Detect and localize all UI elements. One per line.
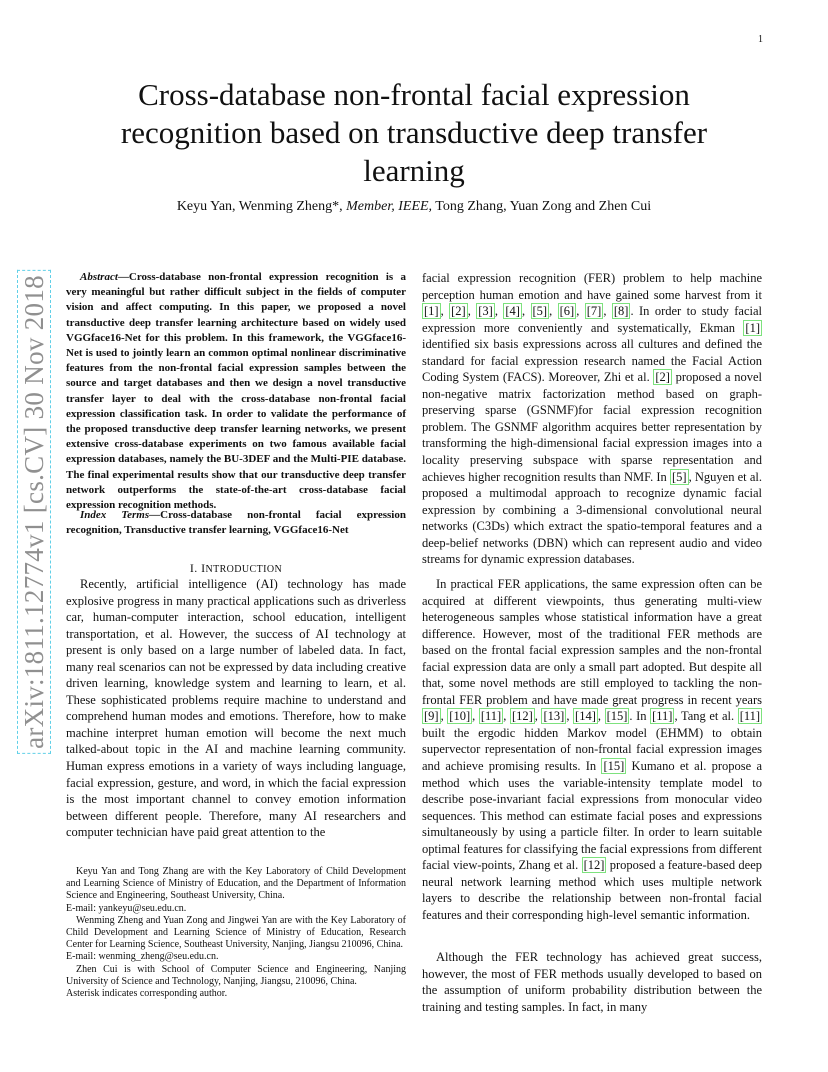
text-run: built the ergodic hidden Markov model (EHMM) to obtain supervector representation of non-frontal facial expression images and achieve promising results. In [422,725,762,774]
citation-link[interactable]: [13] [543,709,565,724]
footnotes [66,866,406,1000]
footnote-email-1: E-mail: yankeyu@seu.edu.cn. [66,902,187,914]
text-run: , [440,709,448,724]
citation-link[interactable]: [11] [480,709,502,724]
text-run: , [549,304,558,319]
citation-link[interactable]: [11] [652,709,673,724]
paragraph-text [422,576,762,923]
arxiv-stamp[interactable] [14,252,54,772]
abstract-text: —Cross-database non-frontal expression recognition is a very meaningful but rather difficult subject in the fields of computer vision and affect computing. In this paper, we proposed a novel transductive deep transfer learning architecture based on widely used VGGface16-Net for this problem. In this framework, the VGGface16-Net is used to jointly learn an common optimal nonlinear discriminative features from the non-frontal facial expression samples between the source and target databases and then we design a novel transductive transfer layer to deal with the cross-database non-frontal facial expression classification task. In order to validate the performance of the proposed transductive deep transfer learning networks, we present extensive cross-database experiments on two famous available facial expression databases, namely the BU-3DEF and the Multi-PIE database. The final experimental results show that our transductive deep transfer network outperforms the state-of-the-art cross-database facial expression recognition methods. [66,271,406,512]
section-first-letter: I [201,561,206,575]
citation-link[interactable]: [15] [603,759,625,774]
citation-link[interactable]: [12] [511,709,533,724]
author-member: Member, IEEE, [346,199,433,214]
citation-link[interactable]: [11] [739,709,761,724]
text-run: proposed a feature-based deep neural network learning method which uses multiple network layers to describe the relationship between non-frontal facial features and their corresponding high-level semantic information. [422,858,763,922]
footnote-affiliation-2: Wenming Zheng and Yuan Zong and Jingwei Yan are with the Key Laboratory of Child Development and Learning Science of Ministry of Education, Research Center for Learning Science, Southeast University, Nanjing, Jiangsu 210096, China. [66,914,406,951]
footnote-email-2: E-mail: wenming_zheng@seu.edu.cn. [66,951,219,963]
text-run: facial expression recognition (FER) problem to help machine perception human emotion and have gained some harvest from it [422,271,762,302]
citation-link[interactable]: [1] [424,304,439,319]
index-terms-label: Index Terms [80,509,150,521]
text-run: , [597,709,605,724]
citation-link[interactable]: [5] [532,304,548,319]
text-run: , [494,304,504,319]
citation-link[interactable]: [3] [478,304,493,319]
page-number: 1 [758,34,763,45]
paper-title: Cross-database non-frontal facial expression recognition based on transductive deep transfer learning [120,77,708,188]
text-run: , [467,304,477,319]
citation-link[interactable]: [10] [449,709,471,724]
paragraph-text [422,270,762,568]
footnote-corresponding: Asterisk indicates corresponding author. [66,988,228,1000]
text-run: , [576,304,585,319]
section-rest: NTRODUCTION [205,564,283,575]
text-run: proposed a novel non-negative matrix factorization method based on graph-preserving sparse (GSNMF)for facial expression recognition problem. The GSNMF algorithm acquires better representation by transforming the high-dimensional facial expression images into a locality preserving subspace with sparse representation and achieves higher recognition results than NMF. In [422,370,762,484]
citation-link[interactable]: [7] [586,304,602,319]
text-run: In practical FER applications, the same expression often can be acquired at different viewpoints, thus generating multi-view heterogeneous samples whose statistical information have a great difference. However, most of the traditional FER methods are based on the frontal facial expression samples and the non-frontal facial expression data are only a small part adopted. But despite all that, some novel methods are still employed to tackling the non-frontal FER problem and have made great progress in recent years [422,577,762,707]
citation-link[interactable]: [2] [655,370,670,385]
text-run: identified six basis expressions across all cultures and defined the standard for facial expression research named the Facial Action Coding System (FACS). Moreover, Zhi et al. [422,337,762,385]
citation-link[interactable]: [5] [671,469,687,484]
text-run: , Tang et al. [674,709,738,724]
text-run: , [566,709,574,724]
text-run: Kumano et al. propose a method which uses the variable-intensity template model to describe pose-invariant facial expressions from monocular video sequences. This method can estimate facial poses and expressions simultaneously by using a particle filter. In order to learn suitable optimal features for classifying the facial expressions from different facial view-points, Zhang et al. [422,759,762,873]
paragraph-text: Although the FER technology has achieved great success, however, the most of FER methods usually developed to based on the assumption of uniform probability distribution between the training and testing samples. In fact, in many [422,950,762,1014]
arxiv-stamp-text[interactable]: arXiv:1811.12774v1 [cs.CV] 30 Nov 2018 [17,270,51,754]
citation-link[interactable]: [9] [424,709,439,724]
right-paragraph-1 [422,270,762,568]
intro-paragraph [66,576,406,841]
section-number: I. [189,561,202,575]
footnote-affiliation-3: Zhen Cui is with School of Computer Science and Engineering, Nanjing University of Science and Technology, Nanjing, Jiangsu, 210096, China. [66,963,406,987]
abstract [66,270,406,513]
right-paragraph-3 [422,949,762,1015]
text-run: , [503,709,510,724]
text-run: , [603,304,612,319]
author-names-a: Keyu Yan, Wenming Zheng*, [176,199,347,214]
citation-link[interactable]: [14] [575,709,596,724]
text-run: , [472,709,479,724]
footnote-affiliation-1: Keyu Yan and Tong Zhang are with the Key Laboratory of Child Development and Learning Science of Ministry of Education, and the Department of Information Science and Engineering, Southeast University, China. [66,866,406,902]
citation-link[interactable]: [15] [606,709,628,724]
citation-link[interactable]: [4] [505,304,520,319]
text-run: , [440,304,450,319]
section-heading [66,561,406,576]
author-names-b: Tong Zhang, Yuan Zong and Zhen Cui [432,199,652,214]
citation-link[interactable]: [6] [559,304,575,319]
text-run: , [521,304,531,319]
text-run: . In order to study facial expression more conveniently and systematically, Ekman [422,304,763,335]
text-run: . In [629,709,651,724]
citation-link[interactable]: [1] [745,320,760,335]
intro-paragraph-text: Recently, artificial intelligence (AI) technology has made explosive progress in many practical applications such as driverless car, human-computer interaction, school education, intelligent transportation, et al. However, the success of AI technology at present is only based on a large number of labeled data. In fact, many real scenarios can not be expressed by data including creative driven learning, knowledge system and learning to learn, et al. These sophisticated problems require machine to understand and comprehend human modes and emotions. Therefore, how to make machine interpret human emotion will become the next much talked-about topic in the AI and machine learning community. Human express emotions in a variety of ways including language, facial expression, gesture, and word, in which the facial expression is the most important channel to convey emotion information between different people. Therefore, many AI researchers and computer technician have paid great attention to the [66,577,406,840]
text-run: , [534,709,542,724]
abstract-label: Abstract [80,271,118,283]
index-terms-text: —Cross-database non-frontal facial expression recognition, Transductive transfer learning, VGGface16-Net [66,509,406,537]
right-paragraph-2 [422,576,762,923]
citation-link[interactable]: [8] [613,304,629,319]
citation-link[interactable]: [12] [583,858,605,873]
index-terms [66,508,406,538]
author-line [60,199,768,215]
citation-link[interactable]: [2] [451,304,466,319]
text-run: , Nguyen et al. proposed a multimodal approach to recognize dynamic facial expression by combining a 3-dimensional convolutional neural networks (C3Ds) which extract the spatio-temporal features and a deep-belief networks (DBN) which can represent audio and video streams for dynamic expression databases. [422,469,762,567]
